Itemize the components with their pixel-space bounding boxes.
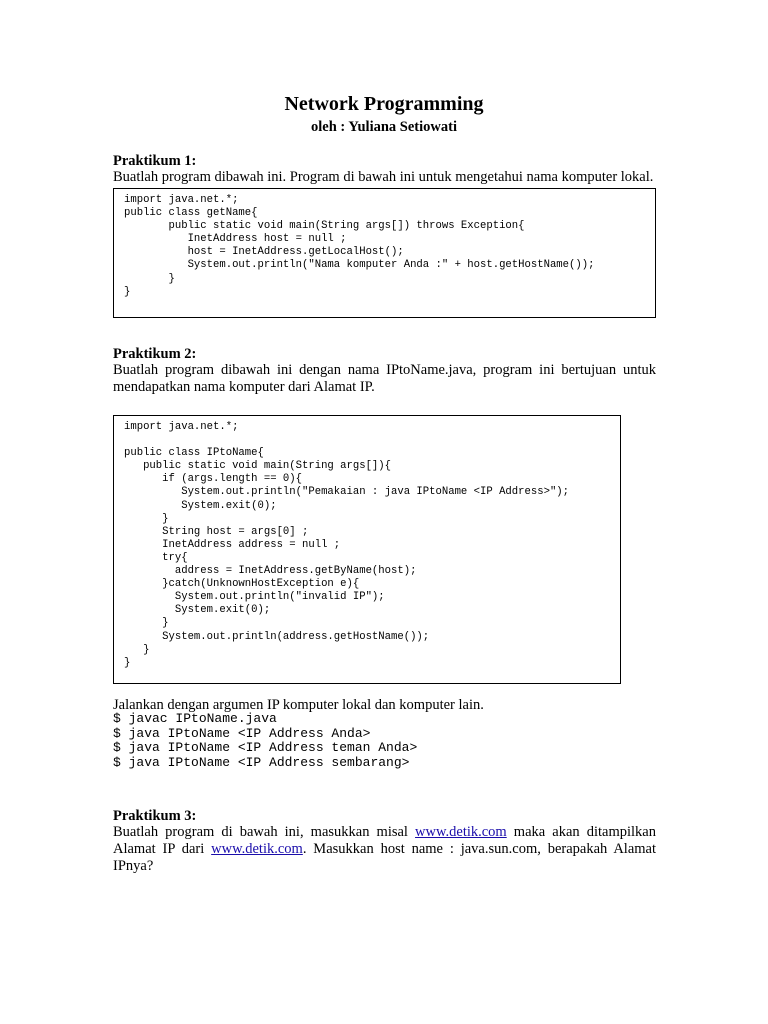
praktikum-2-description: Buatlah program dibawah ini dengan nama IPtoName.java, program ini bertujuan untuk mendapatkan nama komputer dari Alamat IP. — [113, 362, 656, 395]
author-line: oleh : Yuliana Setiowati — [311, 119, 457, 135]
praktikum-3-text-2: maka akan ditampilkan Alamat IP dari — [113, 824, 656, 857]
praktikum-3-text-1: Buatlah program di bawah ini, masukkan misal — [113, 824, 416, 840]
command-line: $ javac IPtoName.java — [113, 711, 277, 726]
detik-link-1[interactable]: www.detik.com — [415, 824, 507, 840]
detik-link-2[interactable]: www.detik.com — [211, 841, 303, 857]
praktikum-1-description: Buatlah program dibawah ini. Program di bawah ini untuk mengetahui nama komputer lokal. — [113, 169, 654, 185]
praktikum-2-heading: Praktikum 2: — [113, 346, 197, 362]
praktikum-1-heading: Praktikum 1: — [113, 153, 197, 169]
run-instructions: Jalankan dengan argumen IP komputer lokal dan komputer lain. — [113, 697, 484, 713]
praktikum-1-code: import java.net.*; public class getName{ public static void main(String args[]) throws Exception{ InetAddress host = null ; host = InetAddress.getLocalHost(); System.out.println("Nama komputer Anda :" + host.getHostName()); } } — [124, 194, 595, 298]
command-line: $ java IPtoName <IP Address Anda> — [113, 725, 371, 741]
command-line: $ java IPtoName <IP Address teman Anda> — [113, 740, 418, 756]
praktikum-1-code-box — [113, 188, 656, 318]
praktikum-3-heading: Praktikum 3: — [113, 808, 197, 824]
page-title: Network Programming — [284, 93, 484, 115]
command-list — [113, 712, 417, 771]
command-line: $ java IPtoName <IP Address sembarang> — [113, 755, 410, 771]
praktikum-3-text-3: . Masukkan host name : java.sun.com, berapakah Alamat IPnya? — [113, 841, 657, 874]
praktikum-2-code: import java.net.*; public class IPtoName{ public static void main(String args[]){ if (args.length == 0){ System.out.println("Pemakaian : java IPtoName <IP Address>"); System.exit(0); } String host = args[0] ; InetAddress address = null ; try{ address = InetAddress.getByName(host); }catch(UnknownHostException e){ System.out.println("invalid IP"); System.exit(0); } System.out.println(address.getHostName()); } } — [124, 421, 570, 669]
praktikum-2-code-box — [113, 415, 621, 684]
praktikum-3-description — [113, 824, 656, 875]
